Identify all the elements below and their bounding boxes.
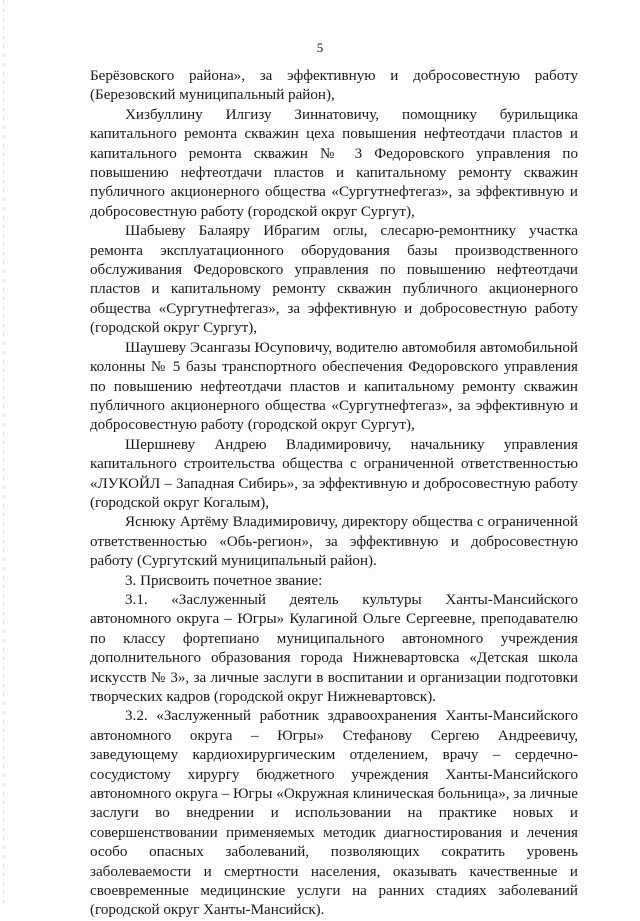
- paragraph-award-shershnev: Шершневу Андрею Владимировичу, начальнику управления капитального строительства общества с ограниченной ответственностью «ЛУКОЙЛ – Западная Сибирь», за эффективную и добросовестную работу (городской округ Когалым),: [90, 436, 578, 511]
- section-heading-honorary-title: 3. Присвоить почетное звание:: [125, 572, 323, 589]
- paragraph-continuation: Берёзовского района», за эффективную и добросовестную работу (Березовский муниципальный район),: [90, 68, 578, 104]
- paragraph-title-healthcare: 3.2. «Заслуженный работник здравоохранения Ханты-Мансийского автономного округа – Югры» Стефанову Сергею Андреевичу, заведующему кардиохирургическим отделением, врачу – сердечно-сосудистому хирургу бюджетного учреждения Ханты-Мансийского автономного округа – Югры «Окружная клиническая больница», за личные заслуги во внедрении и использовании на практике новых и совершенствовании применяемых методик диагностирования и лечения особо опасных заболеваний, позволяющих сократить уровень заболеваемости и смертности населения, оказывать качественные и своевременные медицинские услуги на ранних стадиях заболеваний (городской округ Ханты-Мансийск).: [90, 708, 578, 919]
- document-body: [90, 67, 578, 921]
- scan-edge: [3, 0, 4, 905]
- paragraph-award-shaushev: Шаушеву Эсангазы Юсуповичу, водителю автомобиля автомобильной колонны № 5 базы транспортного обеспечения Федоровского управления по повышению нефтеотдачи пластов и капитальному ремонту скважин публичного акционерного общества «Сургутнефтегаз», за эффективную и добросовестную работу (городской округ Сургут),: [90, 339, 578, 434]
- page-number: 5: [316, 40, 324, 55]
- paragraph-award-yasnyuk: Яснюку Артёму Владимировичу, директору общества с ограниченной ответственностью «Обь-регион», за эффективную и добросовестную работу (Сургутский муниципальный район).: [90, 514, 578, 570]
- paragraph-award-khizbullin: Хизбуллину Илгизу Зиннатовичу, помощнику бурильщика капитального ремонта скважин цеха повышения нефтеотдачи пластов и капитального ремонта скважин № 3 Федоровского управления по повышению нефтеотдачи пластов и капитальному ремонту скважин публичного акционерного общества «Сургутнефтегаз», за эффективную и добросовестную работу (городской округ Сургут),: [90, 106, 578, 220]
- paragraph-title-culture: 3.1. «Заслуженный деятель культуры Ханты-Мансийского автономного округа – Югры» Кулагиной Ольге Сергеевне, преподавателю по классу фортепиано муниципального автономного учреждения дополнительного образования города Нижневартовска «Детская школа искусств № 3», за личные заслуги в воспитании и организации подготовки творческих кадров (городской округ Нижневартовск).: [90, 591, 578, 705]
- paragraph-award-shabyev: Шабыеву Балаяру Ибрагим оглы, слесарю-ремонтнику участка ремонта эксплуатационного оборудования базы производственного обслуживания Федоровского управления по повышению нефтеотдачи пластов и капитальному ремонту скважин публичного акционерного общества «Сургутнефтегаз», за эффективную и добросовестную работу (городской округ Сургут),: [90, 223, 578, 337]
